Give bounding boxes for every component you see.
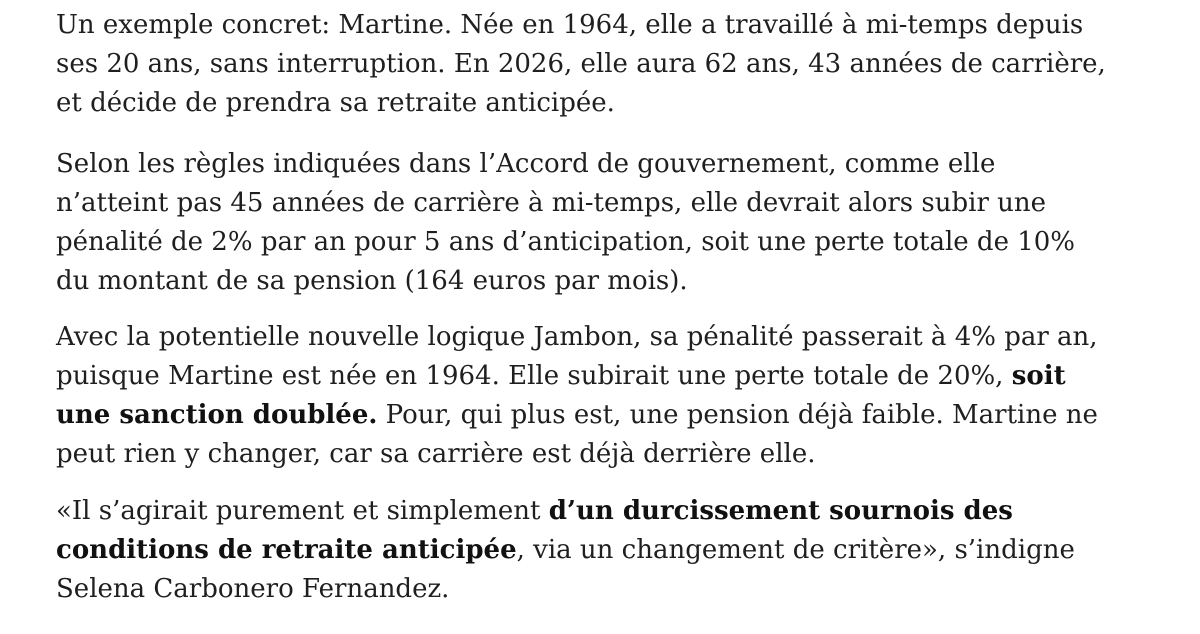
paragraph-example-martine (56, 6, 1166, 123)
text-run: Pour, qui plus est, une pension déjà faible. Martine ne (377, 400, 1098, 430)
text-line (56, 492, 1166, 531)
text-line (56, 318, 1166, 357)
next-paragraph-clipped (56, 626, 656, 634)
text-line (56, 262, 1166, 301)
paragraph-current-rules (56, 145, 1166, 301)
text-run: peut rien y changer, car sa carrière est déjà derrière elle. (56, 439, 816, 469)
text-run: n’atteint pas 45 années de carrière à mi-temps, elle devrait alors subir une (56, 188, 1047, 218)
text-line (56, 357, 1166, 396)
paragraph-quote (56, 492, 1166, 609)
text-run: pénalité de 2% par an pour 5 ans d’anticipation, soit une perte totale de 10% (56, 227, 1076, 257)
text-run: , via un changement de critère», s’indigne (516, 535, 1075, 565)
text-line (56, 570, 1166, 609)
text-line (56, 45, 1166, 84)
text-line (56, 223, 1166, 262)
text-line (56, 145, 1166, 184)
text-run: Selena Carbonero Fernandez. (56, 574, 450, 604)
paragraph-jambon-logic (56, 318, 1166, 474)
text-run: Un exemple concret: Martine. Née en 1964, elle a travaillé à mi-temps depuis (56, 10, 1084, 40)
bold-text-run: d’un durcissement sournois des (548, 496, 1013, 526)
text-run: puisque Martine est née en 1964. Elle subirait une perte totale de 20%, (56, 361, 1012, 391)
text-line (56, 531, 1166, 570)
text-run: et décide de prendra sa retraite anticipée. (56, 88, 615, 118)
text-line (56, 84, 1166, 123)
text-run: «Il s’agirait purement et simplement (56, 496, 549, 526)
text-line (56, 435, 1166, 474)
text-run: du montant de sa pension (164 euros par mois). (56, 266, 688, 296)
text-run: Selon les règles indiquées dans l’Accord de gouvernement, comme elle (56, 149, 996, 179)
text-line (56, 6, 1166, 45)
text-run: Avec la potentielle nouvelle logique Jambon, sa pénalité passerait à 4% par an, (56, 322, 1098, 352)
bold-text-run: une sanction doublée. (56, 400, 378, 430)
text-line (56, 184, 1166, 223)
bold-text-run: conditions de retraite anticipée (56, 535, 517, 565)
text-line (56, 396, 1166, 435)
text-run: ses 20 ans, sans interruption. En 2026, elle aura 62 ans, 43 années de carrière, (56, 49, 1106, 79)
bold-text-run: soit (1011, 361, 1066, 391)
